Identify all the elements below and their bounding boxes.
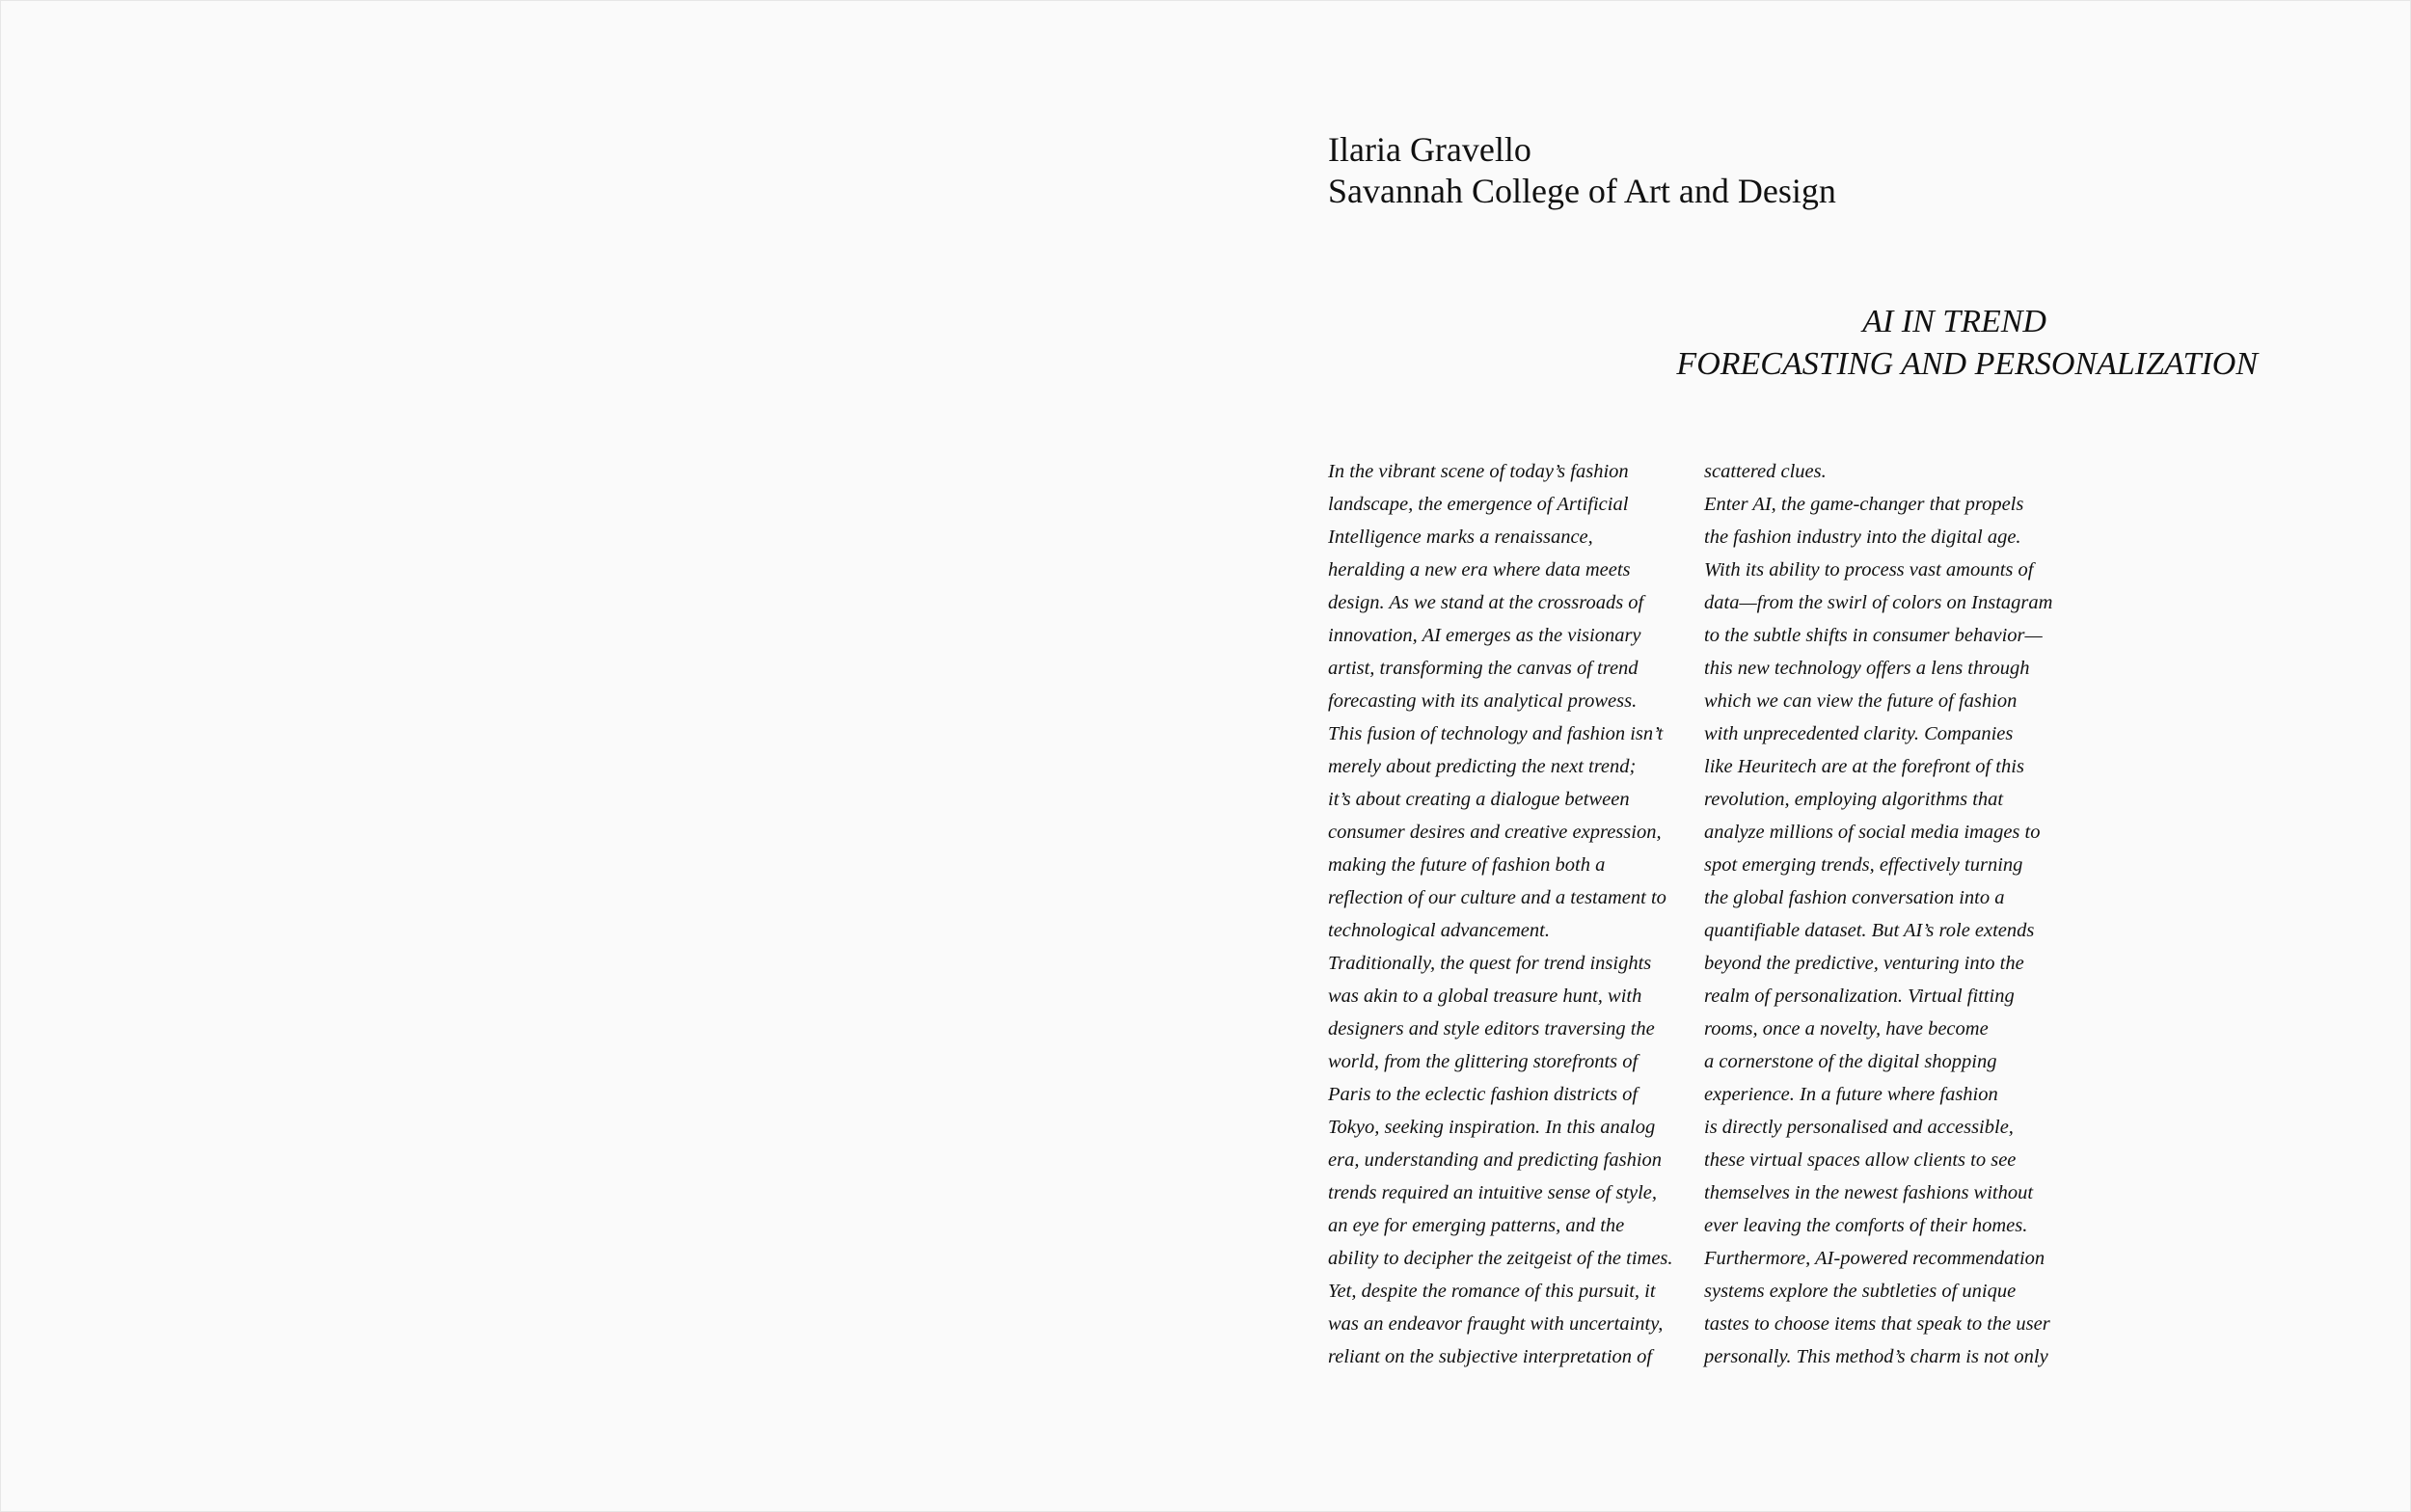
- body-text-line: artist, transforming the canvas of trend: [1328, 658, 1639, 679]
- body-text-line: reliant on the subjective interpretation of: [1328, 1346, 1653, 1367]
- body-text-line: rooms, once a novelty, have become: [1704, 1018, 1989, 1040]
- body-column-1: [1328, 455, 1673, 1373]
- body-text-line: era, understanding and predicting fashion: [1328, 1149, 1663, 1171]
- body-text-line: In the vibrant scene of today’s fashion: [1328, 461, 1629, 482]
- body-text-line: the fashion industry into the digital age.: [1704, 526, 2021, 548]
- body-text-line: was an endeavor fraught with uncertainty,: [1328, 1313, 1664, 1335]
- body-column-2: [1704, 455, 2052, 1373]
- body-text-line: merely about predicting the next trend;: [1328, 756, 1637, 777]
- body-text-line: personally. This method’s charm is not only: [1704, 1346, 2048, 1367]
- body-text-line: beyond the predictive, venturing into the: [1704, 953, 2024, 974]
- body-text-line: With its ability to process vast amounts of: [1704, 559, 2034, 580]
- body-text-line: themselves in the newest fashions without: [1704, 1182, 2034, 1203]
- body-text-line: a cornerstone of the digital shopping: [1704, 1051, 1997, 1072]
- body-text-line: world, from the glittering storefronts of: [1328, 1051, 1639, 1072]
- body-text-line: forecasting with its analytical prowess.: [1328, 690, 1638, 712]
- author-institution: Savannah College of Art and Design: [1328, 172, 1836, 210]
- body-text-line: systems explore the subtleties of unique: [1704, 1281, 2017, 1302]
- body-text-line: landscape, the emergence of Artificial: [1328, 494, 1629, 515]
- body-text-line: Tokyo, seeking inspiration. In this analog: [1328, 1117, 1656, 1138]
- body-text-line: design. As we stand at the crossroads of: [1328, 592, 1644, 613]
- body-text-line: like Heuritech are at the forefront of this: [1704, 756, 2024, 777]
- body-text-line: Furthermore, AI-powered recommendation: [1704, 1248, 2045, 1269]
- body-text-line: experience. In a future where fashion: [1704, 1084, 1998, 1105]
- body-text-line: to the subtle shifts in consumer behavior—: [1704, 625, 2043, 646]
- body-text-line: revolution, employing algorithms that: [1704, 789, 2004, 810]
- body-text-line: realm of personalization. Virtual fitting: [1704, 986, 2015, 1007]
- right-page: [1328, 1, 2292, 1511]
- body-text-line: ability to decipher the zeitgeist of the times.: [1328, 1248, 1673, 1269]
- author-name: Ilaria Gravello: [1328, 130, 1531, 169]
- body-text-line: trends required an intuitive sense of style,: [1328, 1182, 1658, 1203]
- body-text-line: making the future of fashion both a: [1328, 854, 1606, 876]
- body-text-line: This fusion of technology and fashion isn’t: [1328, 723, 1664, 744]
- body-text-line: Enter AI, the game-changer that propels: [1704, 494, 2024, 515]
- body-text-line: ever leaving the comforts of their homes.: [1704, 1215, 2028, 1236]
- body-text-line: tastes to choose items that speak to the user: [1704, 1313, 2050, 1335]
- body-text-line: an eye for emerging patterns, and the: [1328, 1215, 1625, 1236]
- body-text-line: analyze millions of social media images to: [1704, 822, 2041, 843]
- body-text-line: quantifiable dataset. But AI’s role extends: [1704, 920, 2035, 941]
- author-block: [1328, 129, 1836, 212]
- body-text-line: Intelligence marks a renaissance,: [1328, 526, 1593, 548]
- body-text-line: with unprecedented clarity. Companies: [1704, 723, 2014, 744]
- body-text-line: which we can view the future of fashion: [1704, 690, 2018, 712]
- body-text-line: this new technology offers a lens through: [1704, 658, 2030, 679]
- body-text-line: technological advancement.: [1328, 920, 1550, 941]
- title-line-1: AI IN TREND: [1862, 304, 2046, 339]
- article-title: [1328, 301, 2258, 386]
- title-line-2: FORECASTING AND PERSONALIZATION: [1676, 346, 2258, 382]
- body-text-line: is directly personalised and accessible,: [1704, 1117, 2014, 1138]
- body-text-line: data—from the swirl of colors on Instagram: [1704, 592, 2053, 613]
- body-text-line: it’s about creating a dialogue between: [1328, 789, 1630, 810]
- body-text-line: these virtual spaces allow clients to see: [1704, 1149, 2017, 1171]
- body-text-line: Yet, despite the romance of this pursuit, it: [1328, 1281, 1656, 1302]
- body-text-line: scattered clues.: [1704, 461, 1827, 482]
- body-text-line: reflection of our culture and a testament to: [1328, 887, 1666, 908]
- body-text-line: heralding a new era where data meets: [1328, 559, 1631, 580]
- body-text-line: innovation, AI emerges as the visionary: [1328, 625, 1641, 646]
- body-text-line: spot emerging trends, effectively turning: [1704, 854, 2023, 876]
- body-text-line: Paris to the eclectic fashion districts of: [1328, 1084, 1639, 1105]
- body-text-line: the global fashion conversation into a: [1704, 887, 2005, 908]
- body-text-line: was akin to a global treasure hunt, with: [1328, 986, 1642, 1007]
- body-text-line: Traditionally, the quest for trend insights: [1328, 953, 1652, 974]
- body-text-line: consumer desires and creative expression,: [1328, 822, 1662, 843]
- body-text-line: designers and style editors traversing the: [1328, 1018, 1655, 1040]
